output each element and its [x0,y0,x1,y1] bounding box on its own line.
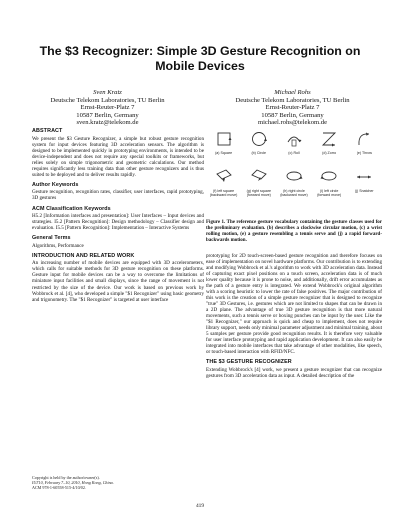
figure-label: (i) left circle (forward move) [317,189,342,197]
intro-heading: INTRODUCTION AND RELATED WORK [32,252,135,259]
throw-gesture-icon [353,128,375,150]
section-heading: THE $3 GESTURE RECOGNIZER [206,359,292,366]
figure-label: (g) right square (forward move) [246,189,271,197]
author-1 [20,89,195,127]
left-square-gesture-icon [213,166,235,188]
right-circle-gesture-icon [283,166,305,188]
general-terms-text: Algorithms, Performance [32,242,84,249]
left-circle-gesture-icon [318,166,340,188]
isbn-line: ACM 978-1-60558-515-4/10/02. [32,484,86,490]
conference-line: IUI'10, February 7–10, 2010, Hong Kong, China. [32,479,114,485]
author-street: Ernst-Reuter-Platz 7 [265,104,320,112]
figure-row-bottom [206,166,382,197]
gesture-right-square [244,166,274,197]
page-number: 419 [195,503,205,509]
figure-label: (f) left square (backward move) [209,189,238,197]
roll-gesture-icon [283,128,305,150]
abstract-heading: ABSTRACT [32,128,63,134]
gesture-left-square [209,166,239,197]
left-column [32,128,204,303]
intro-continued-text: prototyping for 2D touch-screen-based gesture recognition and therefore focuses on ease of implementation on novel hardware platforms. Our contribution is to extending and modifying Wobbrock et al.'s algorithm to work with 3D acceleration data. Instead of capturing exact pixel positions on a touch screen, acceleration data is of much lower quality because it is prone to noise, and additionally, drift error accumulates as the path of a gesture entry is integrated. We extend Wobbrock's original algorithm with a scoring heuristic to lower the rate of false positives. The major contribution of this work is the creation of a simple gesture recognizer that is designed to recognize "true" 3D Gestures, i.e. gestures which are not limited to shapes that can be drawn in a 2D plane. The advantage of true 3D gesture recognition is that more natural movements, such a tennis serve or boxing punches can be input by the user. Like the "$1 Recognizer," our approach is quick and cheap to implement, does not require library support, needs only minimal parameter adjustment and minimal training, about 5 samples per gesture provide good recognition results. It is therefore very valuable for user interface prototyping and rapid application development. It can also easily be integrated into mobile interfaces that take advantage of other modalities, like speech, or touch-based interaction with RFID/NFC. [206,252,382,356]
figure-label: (a) Square [215,151,233,155]
figure-caption: Figure 1. The reference gesture vocabulary containing the gesture classes used for the preliminary evaluation. (b) describes a clockwise circular motion, (c) a wrist rolling motion, (e) a gesture resembling a tennis serve and (j) a rapid forward-backwards motion. [206,220,382,243]
figure-label: (b) Circle [251,151,267,155]
section-text: Extending Wobbrock's [4] work, we present a gesture recognizer that can recognize gestures from 3D acceleration data as input. A detailed description of the [206,366,382,380]
gesture-left-circle [314,166,344,197]
copyright-notice [32,476,204,490]
right-column [206,128,382,379]
author-email: sven.kratz@telekom.de [76,119,139,127]
acm-heading: ACM Classification Keywords [32,205,111,212]
general-terms-heading: General Terms [32,235,71,242]
gesture-square [209,128,239,155]
author-2 [205,89,380,127]
author-city: 10587 Berlin, Germany [261,111,324,119]
circle-gesture-icon [248,128,270,150]
keywords-heading: Author Keywords [32,181,79,188]
abstract-text: We present the $3 Gesture Recognizer, a simple but robust gesture recognition system for input devices featuring 3D acceleration sensors. The algorithm is designed to be implemented quickly in prototyping environments, is intended to be device-independent and does not require any special toolkits or frameworks, but relies solely on simple trigonometric and geometric calculations. Our method requires significantly less training data than other gesture recognizers and is thus suited to be deployed and to deliver results rapidly. [32,135,204,178]
snatcher-gesture-icon [353,166,375,188]
gesture-zorro [314,128,344,155]
gesture-right-circle [279,166,309,197]
author-city: 10587 Berlin, Germany [76,111,139,119]
author-name: Michael Rohs [274,89,311,96]
square-gesture-icon [213,128,235,150]
author-affiliation: Deutsche Telekom Laboratories, TU Berlin [50,96,165,104]
gesture-figure [206,128,382,218]
acm-text: H5.2 [Information interfaces and presentation]: User Interfaces – Input devices and strategies. I5.2 [Pattern Recognition]: Design methodology – Classifier design and evaluation. I5.5 [Pattern Recognition]: Implementation – Interactive Systems [32,213,204,232]
copyright-line: Copyright is held by the author/owner(s). [32,475,100,480]
right-square-gesture-icon [248,166,270,188]
author-street: Ernst-Reuter-Platz 7 [80,104,135,112]
keywords-text: Gesture recognition, recognition rates, classifier, user interfaces, rapid prototyping, 3D gestures [32,189,204,202]
intro-text: An increasing number of mobile devices are equipped with 3D accelerometers, which calls for suitable methods for 3D gesture recognition on these platforms. Gesture input for mobile devices can be a way to overcome the limitations of miniature input facilities and small displays, since the range of movement is not restricted by the size of the device. Our work is based on previous work by Wobbrock et al. [4], who developed a simple "$1 Recognizer" using basic geometry and trigonometry. The "$1 Recognizer" is targeted at user interface [32,260,204,303]
author-name: Sven Kratz [93,89,122,96]
author-email: michael.rohs@telekom.de [257,119,328,127]
figure-label: (h) right circle (backward move) [280,189,308,197]
zorro-gesture-icon [318,128,340,150]
figure-row-top [206,128,382,155]
gesture-roll [279,128,309,155]
gesture-throw [349,128,379,155]
figure-label: (d) Zorro [322,151,337,155]
figure-label: (j) Snatcher [355,189,374,193]
paper-title: The $3 Recognizer: Simple 3D Gesture Recognition on Mobile Devices [39,44,361,73]
gesture-snatcher [349,166,379,197]
figure-label: (c) Roll [288,151,300,155]
gesture-circle [244,128,274,155]
author-affiliation: Deutsche Telekom Laboratories, TU Berlin [235,96,350,104]
figure-label: (e) Throw [356,151,372,155]
author-block [20,89,380,127]
